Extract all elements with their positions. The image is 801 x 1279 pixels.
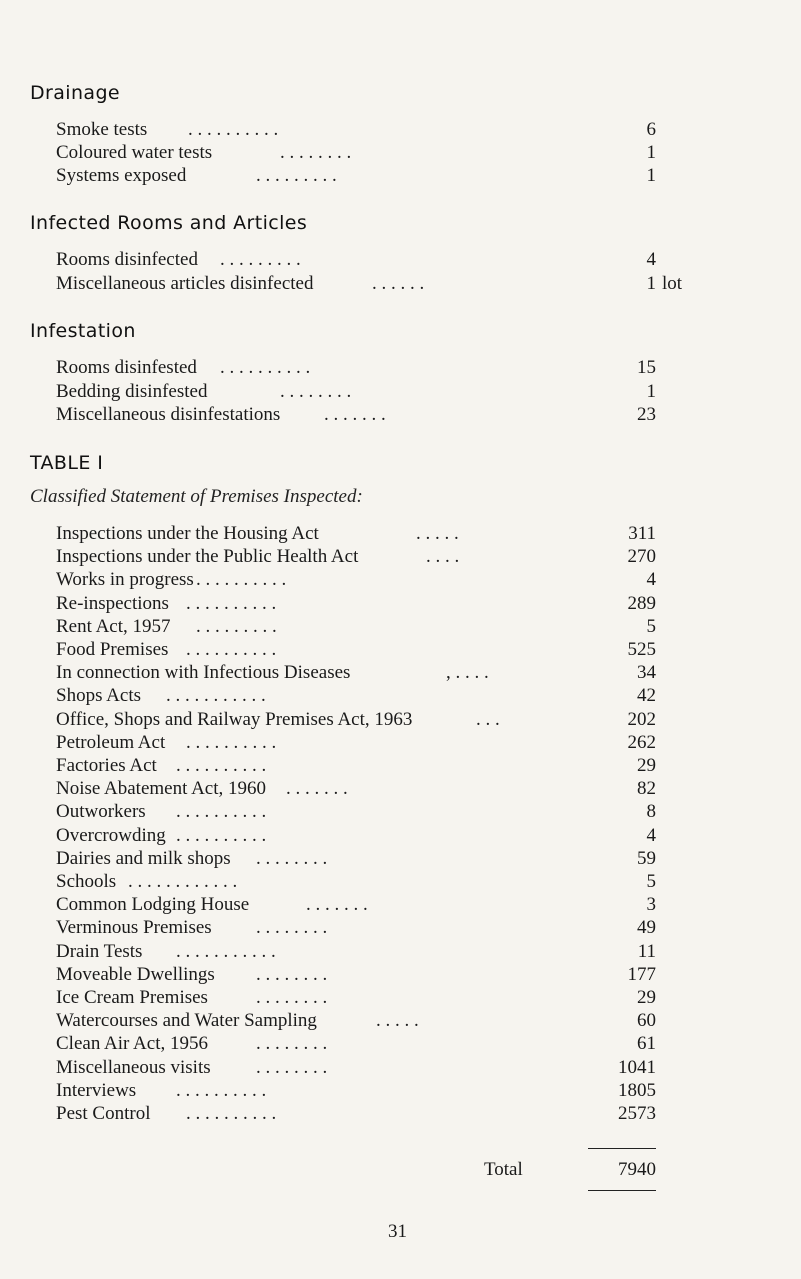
table-row [56, 940, 656, 964]
table-row [56, 638, 656, 662]
leader-dots: . . . . . . . . . . [196, 569, 287, 591]
row-label: Rent Act, 1957 [56, 615, 171, 637]
leader-dots: . . . . . . . . [280, 142, 352, 163]
leader-dots: . . . . . . . . [256, 963, 328, 985]
row-value: 59 [637, 847, 656, 869]
row-label: Office, Shops and Railway Premises Act, 1963 [56, 708, 413, 730]
total-label: Total [484, 1159, 523, 1180]
row-label: Bedding disinfested [56, 381, 208, 402]
leader-dots: . . . . . . . . . . . [176, 940, 276, 962]
leader-dots: . . . . . . . . . . [176, 755, 267, 776]
row-value: 289 [627, 592, 656, 614]
table-row [56, 708, 656, 732]
leader-dots: . . . . [426, 546, 460, 568]
infected-heading: Infected Rooms and Articles [30, 212, 308, 234]
row-label: Inspections under the Public Health Act [56, 546, 359, 568]
row-label: Miscellaneous visits [56, 1056, 211, 1078]
row-label: Rooms disinfested [56, 357, 197, 378]
row-value: 1 [646, 142, 656, 163]
row-label: Ice Cream Premises [56, 987, 208, 1008]
infestation-heading: Infestation [30, 320, 136, 342]
row-label: Re-inspections [56, 592, 169, 614]
table-row [56, 754, 656, 778]
table-row [56, 731, 656, 755]
leader-dots: . . . . . . . . [256, 1056, 328, 1078]
leader-dots: . . . . . . . . [256, 917, 328, 939]
list-item [56, 403, 656, 427]
row-value: 311 [628, 523, 656, 544]
row-label: Petroleum Act [56, 731, 166, 753]
row-value: 23 [637, 404, 656, 425]
leader-dots: . . . . . . . . [280, 381, 352, 402]
leader-dots: . . . . . . . [324, 404, 386, 425]
row-label: Works in progress [56, 569, 194, 591]
row-value: 82 [637, 778, 656, 800]
row-label: Watercourses and Water Sampling [56, 1010, 317, 1032]
table-row [56, 684, 656, 708]
leader-dots: . . . . . . . . . . [176, 824, 267, 846]
row-value: 15 [637, 357, 656, 378]
leader-dots: . . . . . . . . . . [186, 639, 277, 660]
row-label: Noise Abatement Act, 1960 [56, 778, 267, 800]
row-label: Rooms disinfected [56, 249, 198, 270]
row-label: Coloured water tests [56, 142, 213, 163]
total-value: 7940 [618, 1159, 656, 1180]
total-rule-bottom [588, 1190, 656, 1191]
table-row [56, 1056, 656, 1080]
list-item [56, 118, 656, 142]
row-label: Factories Act [56, 755, 157, 776]
list-item [56, 356, 656, 380]
table-row [56, 847, 656, 871]
row-label: Overcrowding [56, 824, 166, 846]
row-value: 177 [627, 963, 656, 985]
table-row [56, 1032, 656, 1056]
row-value: 1041 [618, 1056, 656, 1078]
row-value: 1 [646, 381, 656, 402]
row-value: 3 [646, 894, 656, 916]
row-label: Drain Tests [56, 940, 143, 962]
leader-dots: . . . . . [376, 1010, 419, 1032]
row-label: Systems exposed [56, 165, 187, 186]
table-row [56, 800, 656, 824]
table-row [56, 522, 656, 546]
table-row [56, 986, 656, 1010]
row-label: In connection with Infectious Diseases [56, 662, 351, 684]
table-row [56, 893, 656, 917]
row-value: 29 [637, 987, 656, 1008]
leader-dots: . . . . . . . . . . [186, 592, 277, 614]
leader-dots: , . . . . [446, 662, 489, 684]
total-rule-top [588, 1148, 656, 1149]
leader-dots: . . . . . . . . [256, 987, 328, 1008]
row-value: 4 [646, 249, 656, 270]
row-value: 1805 [618, 1079, 656, 1101]
table-row [56, 916, 656, 940]
leader-dots: . . . . . . . [286, 778, 348, 800]
row-value: 270 [627, 546, 656, 568]
row-value: 49 [637, 917, 656, 939]
leader-dots: . . . . . . . . [256, 1033, 328, 1055]
row-value: 8 [646, 801, 656, 823]
list-item [56, 248, 656, 272]
table-row [56, 824, 656, 848]
list-item [56, 164, 656, 188]
row-value: 1 [646, 165, 656, 186]
row-value: 5 [646, 871, 656, 892]
leader-dots: . . . . . . . . . . [176, 1079, 267, 1101]
page-number: 31 [388, 1221, 407, 1242]
table-subheading: Classified Statement of Premises Inspected: [30, 486, 363, 507]
row-value: 60 [637, 1010, 656, 1032]
row-label: Miscellaneous disinfestations [56, 404, 281, 425]
table-row [56, 615, 656, 639]
row-value: 525 [627, 639, 656, 660]
row-value: 2573 [618, 1103, 656, 1124]
leader-dots: . . . [476, 708, 500, 730]
row-value: 11 [637, 940, 656, 962]
row-label: Interviews [56, 1079, 137, 1101]
table-row [56, 661, 656, 685]
leader-dots: . . . . . . . . . [220, 249, 301, 270]
leader-dots: . . . . . . . . . . [176, 801, 267, 823]
row-value: 34 [637, 662, 656, 684]
row-label: Verminous Premises [56, 917, 212, 939]
leader-dots: . . . . . . . . . [256, 165, 337, 186]
row-label: Smoke tests [56, 119, 148, 140]
row-value: 42 [637, 685, 656, 707]
row-value: 29 [637, 755, 656, 776]
table-row [56, 870, 656, 894]
leader-dots: . . . . . [416, 523, 459, 544]
table-row [56, 568, 656, 592]
list-item [56, 141, 656, 165]
row-label: Moveable Dwellings [56, 963, 215, 985]
row-value: 262 [627, 731, 656, 753]
row-label: Clean Air Act, 1956 [56, 1033, 208, 1055]
list-item [56, 380, 656, 404]
row-label: Schools [56, 871, 117, 892]
leader-dots: . . . . . . . . . [196, 615, 277, 637]
table-row [56, 777, 656, 801]
list-item [56, 272, 656, 296]
row-label: Outworkers [56, 801, 146, 823]
row-label: Shops Acts [56, 685, 141, 707]
table-row [56, 592, 656, 616]
row-label: Common Lodging House [56, 894, 250, 916]
unit-suffix: lot [662, 273, 683, 294]
row-value: 4 [646, 569, 656, 591]
table-row [56, 1079, 656, 1103]
leader-dots: . . . . . . . [306, 894, 368, 916]
leader-dots: . . . . . . . . . . [186, 1103, 277, 1124]
leader-dots: . . . . . . . . . . [186, 731, 277, 753]
row-label: Miscellaneous articles disinfected [56, 273, 314, 294]
leader-dots: . . . . . . . . . . . . [128, 871, 238, 892]
drainage-heading: Drainage [30, 82, 120, 104]
row-label: Food Premises [56, 639, 169, 660]
table-row [56, 963, 656, 987]
leader-dots: . . . . . . . . . . [188, 119, 279, 140]
row-value: 6 [646, 119, 656, 140]
row-label: Dairies and milk shops [56, 847, 231, 869]
row-value: 202 [627, 708, 656, 730]
leader-dots: . . . . . . . . . . . [166, 685, 266, 707]
table-row [56, 1009, 656, 1033]
table-row [56, 1102, 656, 1126]
leader-dots: . . . . . . . . [256, 847, 328, 869]
row-label: Pest Control [56, 1103, 151, 1124]
leader-dots: . . . . . . . . . . [220, 357, 311, 378]
table-row [56, 545, 656, 569]
row-value: 1 [646, 273, 656, 294]
row-label: Inspections under the Housing Act [56, 523, 319, 544]
table-heading: TABLE I [30, 452, 104, 474]
row-value: 4 [646, 824, 656, 846]
row-value: 61 [637, 1033, 656, 1055]
row-value: 5 [646, 615, 656, 637]
leader-dots: . . . . . . [372, 273, 425, 294]
